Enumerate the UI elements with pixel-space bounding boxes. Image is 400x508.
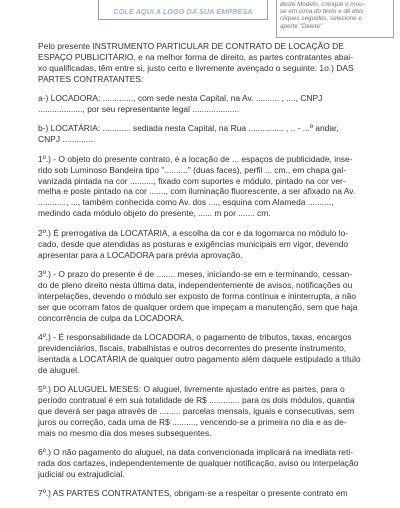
- clause-5-paragraph: [38, 384, 390, 439]
- text-line: período contratual é em sua totalidade de R$ ............. para os dois módulos, quantia: [38, 394, 355, 405]
- text-line: ............, ..., também conhecida como Av. dos ...., esquina com Alameda ..........,: [38, 197, 334, 208]
- text-line: b-) LOCATÁRIA: ............ sediada nesta Capital, na Rua ............... , .. - ...º andar,: [38, 123, 339, 134]
- text-line: vanizada pintada na cor .........., fixado com suportes e módulo, pintado na cor ver-: [38, 175, 346, 186]
- clause-1-paragraph: [38, 154, 390, 219]
- model-note-line: se em cima do texto e dê dois: [280, 8, 364, 16]
- text-line: judicial ou extrajudicial.: [38, 468, 125, 479]
- text-line: apresentar para a LOCADORA para prévia aprovação.: [38, 249, 243, 260]
- text-line: mais no mesmo dia dos meses subsequentes.: [38, 427, 212, 438]
- intro-paragraph: [38, 41, 390, 85]
- text-line: a-) LOCADORA: ............., com sede nesta Capital, na Av. .......... , ...., CNPJ: [38, 93, 323, 104]
- model-note-line: cliques seguidos, selecione e: [280, 15, 362, 23]
- text-line: previdenciários, fiscais, trabalhistas e outros decorrentes do presente instrumento,: [38, 342, 347, 353]
- text-line: rido sob Luminoso Bandeira tipo ".........." (duas faces), perfil ... cm., em chapa gal-: [38, 164, 347, 175]
- text-line: melha e poste pintado na cor ......., com iluminação fluorescente, a ser afixado na Av.: [38, 186, 356, 197]
- text-line: 6º.) O não pagamento do aluguel, na data convencionada implicará na imediata reti-: [38, 447, 353, 458]
- model-note-line: aperte "Delete": [280, 22, 323, 30]
- model-note-box: [276, 0, 394, 38]
- text-line: 7º.) AS PARTES CONTRATANTES, obrigam-se a respeitar o presente contrato em: [38, 488, 348, 499]
- text-line: que deverá ser paga através de ......... parcelas mensais, iguais e consecutivas, sem: [38, 405, 355, 416]
- text-line: interpelações, devendo o módulo ser exposto de forma contínua e ininterrupta, a não: [38, 290, 357, 301]
- contract-body: [38, 41, 390, 508]
- clause-2-paragraph: [38, 228, 390, 261]
- text-line: 1º.) - O objeto do presente contrato, é a locação de ... espaços de publicidade, inse-: [38, 153, 353, 164]
- text-line: CNPJ ..............: [38, 134, 96, 145]
- text-line: 4º.) - É responsabilidade da LOCADORA, o pagamento de tributos, taxas, encargos: [38, 331, 352, 342]
- text-line: medindo cada módulo objeto do presente, ...... m por ....... cm.: [38, 208, 271, 219]
- clause-4-paragraph: [38, 332, 390, 376]
- text-line: PARTES CONTRATANTES:: [38, 73, 144, 84]
- text-line: concorrência de culpa da LOCADORA.: [38, 312, 185, 323]
- text-line: ..................., por seu representante legal ....................: [38, 104, 240, 115]
- clause-7-paragraph: [38, 488, 390, 499]
- clause-3-paragraph: [38, 269, 390, 324]
- text-line: 3º.) - O prazo do presente é de ........ meses, iniciando-se em e terminando, cessan-: [38, 268, 353, 279]
- locataria-paragraph: [38, 123, 390, 145]
- locadora-paragraph: [38, 93, 390, 115]
- text-line: 2º.) É prerrogativa da LOCATÁRIA, a escolha da cor e da logomarca no módulo lo-: [38, 227, 349, 238]
- text-line: rada dos cartazes, independentemente de qualquer notificação, aviso ou interpelação: [38, 458, 359, 468]
- text-line: ESPAÇO PUBLICITÁRIO, e na melhor forma de direito, as partes contratantes abai-: [38, 51, 353, 62]
- model-note-line: deste Modelo, coloque o mou-: [280, 1, 365, 8]
- logo-placeholder: [98, 0, 268, 20]
- clause-6-paragraph: [38, 447, 390, 480]
- text-line: ser que ocorram fatos de qualquer ordem que impeçam a manutenção, sem que haja: [38, 301, 358, 312]
- text-line: cado, desde que atendidas as posturas e exigências municipais em vigor, devendo: [38, 238, 349, 249]
- text-line: Pelo presente INSTRUMENTO PARTICULAR DE CONTRATO DE LOCAÇÃO DE: [38, 41, 344, 51]
- text-line: juros ou correção, cada uma de R$ .........., vencendo-se a primeira no dia e as de-: [38, 416, 347, 427]
- text-line: isentada a LOCATÁRIA de qualquer outro pagamento além daquele estipulado a título: [38, 353, 361, 364]
- logo-placeholder-text: COLE AQUI A LOGO DA SUA EMPRESA: [113, 6, 253, 16]
- text-line: de aluguel.: [38, 364, 80, 375]
- text-line: 5º.) DO ALUGUEL MESES: O aluguel, livremente ajustado entre as partes, para o: [38, 384, 345, 395]
- text-line: do de pleno direito nesta última data, independentemente de avisos, notificações ou: [38, 279, 353, 290]
- text-line: xo qualificadas, têm entre si, justo certo e livremente avençado o seguinte: 1o.) DAS: [38, 62, 354, 73]
